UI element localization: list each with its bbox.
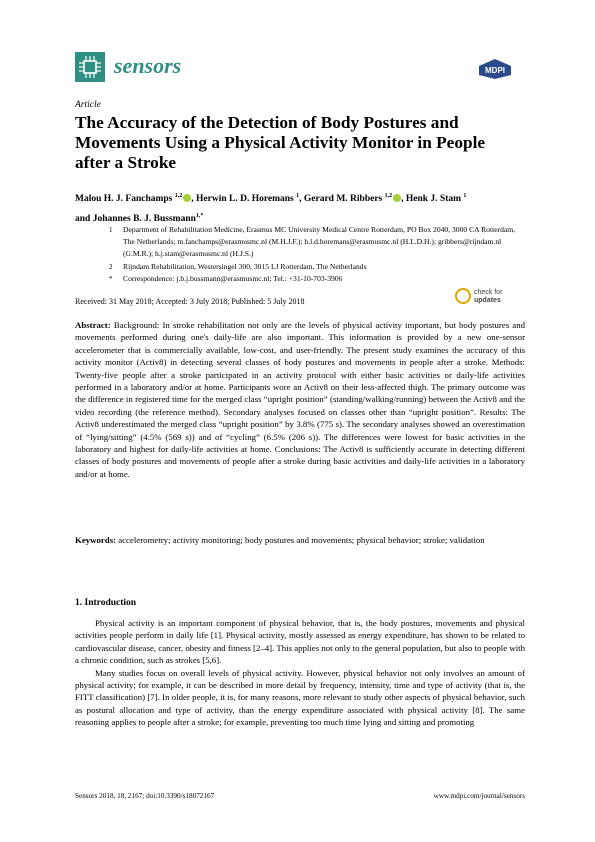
- affiliation-2: 2 Rijndam Rehabilitation, Westersingel 300, 3015 LJ Rotterdam, The Netherlands: [109, 262, 367, 271]
- check-updates-icon: [455, 288, 471, 304]
- page-title: The Accuracy of the Detection of Body Postures and Movements Using a Physical Activity Monitor in People after a Stroke: [75, 113, 486, 172]
- publication-dates: Received: 31 May 2018; Accepted: 3 July 2018; Published: 5 July 2018: [75, 297, 305, 306]
- author-name: Malou H. J. Fanchamps: [75, 194, 173, 205]
- abstract-label: Abstract:: [75, 320, 111, 330]
- paragraph: Many studies focus on overall levels of physical activity. However, physical behavior not only involves an amount of physical activity; for example, it can be described in more detail by frequency, intensity, time and type of activity (that is, the FITT classification) [7]. In older people, it is, for many reasons, more relevant to study other aspects of physical behavior, such as postural allocation and type of activity, than the energy expenditure associated with physical activity [8]. The same reasoning applies to people after a stroke; for example, preventing too much time lying and sitting and promoting: [75, 667, 525, 728]
- abstract-text: Background: In stroke rehabilitation not only are the levels of physical activity important, but body postures and movements performed during one's daily-life are also important. This information is provided by a new one-sensor accelerometer that is commercially available, low-cost, and user-friendly. The present study examines the accuracy of this activity monitor (Activ8) in detecting several classes of body postures and movements in people after a stroke. Methods: Twenty-five people after a stroke participated in an activity protocol with either basic activities or daily-life activities performed in a laboratory and/or at home. Participants wore an Activ8 on their less-affected thigh. The primary outcome was the difference in registered time for the merged class “upright position” (standing/walking/running) between the Activ8 and the video recording (the reference method). Secondary analyses focused on classes other than “upright position”. Results: The Activ8 underestimated the merged class “upright position” by 3.8% (775 s). The secondary analyses showed an overestimation of “lying/sitting” (4.5% (569 s)) and of “cycling” (6.5% (206 s)). The differences were lowest for basic activities in the laboratory and highest for daily-life activities at home. Conclusions: The Activ8 is sufficiently accurate in detecting different classes of body postures and movements of people after a stroke during basic activities and daily-life activities in a laboratory and/or at home.: [75, 320, 526, 479]
- svg-text:MDPI: MDPI: [485, 66, 505, 75]
- publisher-logo[interactable]: [478, 58, 512, 80]
- author-list: Malou H. J. Fanchamps $^{1,2}$ , Herwin L. D. Horemans $^1$, Gerard M. Ribbers $^{1,2}$ , Henk J. Stam $^1$ and Johannes B. J. Bussmann$^{1,*}$: [75, 193, 467, 225]
- body-text: [75, 617, 525, 729]
- keywords-text: accelerometry; activity monitoring; body postures and movements; physical behavior; stroke; validation: [118, 535, 485, 545]
- section-title: 1. Introduction: [75, 598, 137, 608]
- keywords-label: Keywords:: [75, 535, 117, 545]
- orcid-icon[interactable]: [393, 194, 401, 202]
- correspondence: * Correspondence: j.b.j.bussmann@erasmusmc.nl; Tel.: +31-10-703-3906: [109, 274, 343, 283]
- journal-logo-icon: [75, 52, 105, 82]
- author-affiliation-mark: 1: [296, 193, 300, 199]
- keywords: [75, 534, 525, 546]
- author-affiliation-mark: 1,2: [384, 193, 393, 199]
- affiliation-1: 1 Department of Rehabilitation Medicine, Erasmus MC University Medical Centre Rotterdam, PO Box 2040, 3000 CA Rotterdam, The Netherlands; m.fanchamps@erasmusmc.nl (M.H.J.F.); h.l.d.horemans@erasmusmc.nl (H.L.D.H.); gribbers@rijndam.nl (G.M.R.); h.j.stam@erasmusmc.nl (H.J.S.): [109, 225, 516, 258]
- footer-link[interactable]: www.mdpi.com/journal/sensors: [433, 792, 525, 800]
- author-affiliation-mark: 1,2: [174, 193, 183, 199]
- journal-name[interactable]: sensors: [114, 53, 182, 78]
- check-for-updates-button[interactable]: check for updates: [455, 287, 525, 307]
- author-affiliation-mark: 1,*: [195, 213, 204, 220]
- author-name: Henk J. Stam: [405, 194, 462, 205]
- author-name: and Johannes B. J. Bussmann: [75, 214, 196, 225]
- author-name: Gerard M. Ribbers: [303, 194, 383, 205]
- author-name: Herwin L. D. Horemans: [196, 194, 294, 205]
- article-type: Article: [75, 100, 101, 110]
- paragraph: Physical activity is an important component of physical behavior, that is, the body postures, movements and physical activities people perform in daily life [1]. Physical activity, mostly assessed as energy expenditure, has shown to be related to cardiovascular disease, cancer, obesity and fitness [2–4]. This applies not only to the general population, but also to people with a chronic condition, such as strokes [5,6].: [75, 618, 525, 666]
- footer-citation: Sensors 2018, 18, 2167; doi:10.3390/s18072167: [75, 792, 215, 800]
- abstract: [75, 319, 525, 480]
- author-affiliation-mark: 1: [463, 193, 467, 199]
